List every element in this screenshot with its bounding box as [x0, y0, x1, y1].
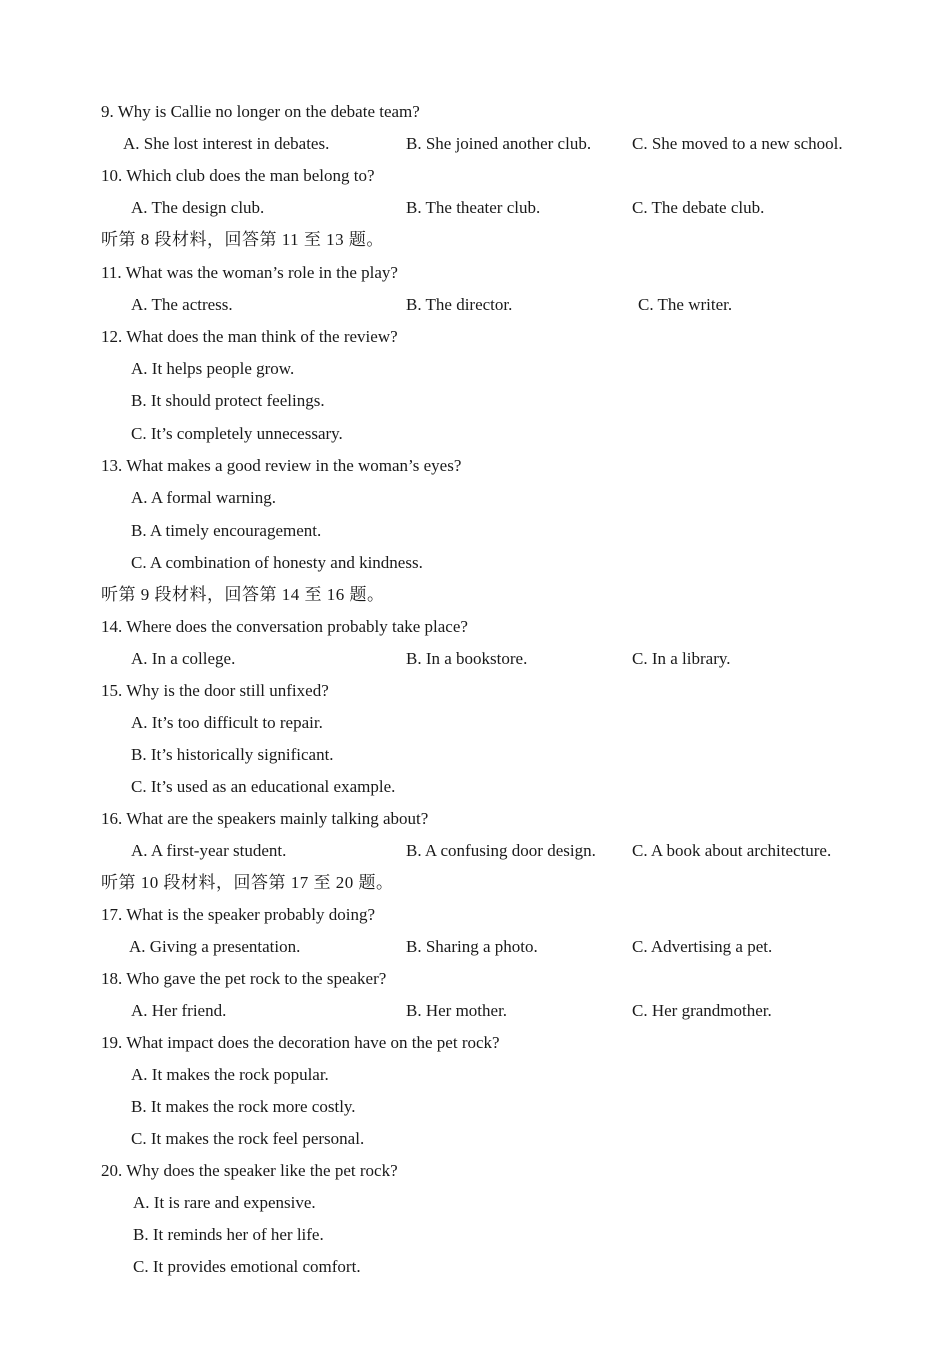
option-c: C. She moved to a new school. [632, 134, 843, 153]
question-text: What does the man think of the review? [126, 327, 398, 346]
question-20-option-b: B. It reminds her of her life. [133, 1225, 324, 1244]
question-text: What is the speaker probably doing? [126, 905, 375, 924]
question-number: 9. [101, 102, 114, 121]
question-12 [101, 323, 398, 351]
question-number: 20. [101, 1161, 123, 1180]
option-a: A. The design club. [131, 198, 265, 217]
question-13-option-c: C. A combination of honesty and kindness. [131, 553, 423, 572]
question-number: 18. [101, 969, 123, 988]
question-10-options [0, 194, 950, 222]
question-19-option-c: C. It makes the rock feel personal. [131, 1129, 365, 1148]
question-18 [101, 965, 386, 993]
question-number: 16. [101, 809, 123, 828]
question-text: What makes a good review in the woman’s eyes? [126, 456, 462, 475]
question-15 [101, 677, 329, 705]
question-13 [101, 452, 461, 480]
question-12-option-c: C. It’s completely unnecessary. [131, 424, 343, 443]
option-a: A. Giving a presentation. [129, 937, 301, 956]
question-14-options [0, 645, 950, 673]
question-19-option-a: A. It makes the rock popular. [131, 1065, 329, 1084]
section-heading-8: 听第 8 段材料，回答第 11 至 13 题。 [101, 230, 384, 249]
question-13-option-a: A. A formal warning. [131, 488, 276, 507]
section-heading-10: 听第 10 段材料，回答第 17 至 20 题。 [101, 873, 394, 892]
question-9-options [0, 130, 950, 158]
question-11-options [0, 291, 950, 319]
option-c: C. Advertising a pet. [632, 937, 773, 956]
question-20-option-c: C. It provides emotional comfort. [133, 1257, 361, 1276]
section-heading-9: 听第 9 段材料，回答第 14 至 16 题。 [101, 585, 385, 604]
option-b: B. Sharing a photo. [406, 937, 538, 956]
question-19 [101, 1029, 500, 1057]
question-19-option-b: B. It makes the rock more costly. [131, 1097, 356, 1116]
question-number: 11. [101, 263, 122, 282]
question-text: Why is the door still unfixed? [126, 681, 329, 700]
question-text: Who gave the pet rock to the speaker? [126, 969, 387, 988]
question-15-option-c: C. It’s used as an educational example. [131, 777, 396, 796]
option-a: A. She lost interest in debates. [123, 134, 330, 153]
question-number: 13. [101, 456, 123, 475]
question-14 [101, 613, 468, 641]
option-c: C. The debate club. [632, 198, 765, 217]
option-b: B. In a bookstore. [406, 649, 528, 668]
option-c: C. In a library. [632, 649, 731, 668]
question-number: 15. [101, 681, 123, 700]
question-text: Where does the conversation probably take place? [126, 617, 468, 636]
question-text: Why does the speaker like the pet rock? [126, 1161, 398, 1180]
option-b: B. The theater club. [406, 198, 541, 217]
option-c: C. The writer. [638, 295, 733, 314]
question-text: What impact does the decoration have on the pet rock? [126, 1033, 500, 1052]
option-a: A. A first-year student. [131, 841, 287, 860]
question-12-option-a: A. It helps people grow. [131, 359, 295, 378]
question-text: Why is Callie no longer on the debate team? [117, 102, 420, 121]
question-20 [101, 1157, 398, 1185]
option-b: B. A confusing door design. [406, 841, 596, 860]
option-a: A. Her friend. [131, 1001, 227, 1020]
option-b: B. Her mother. [406, 1001, 508, 1020]
question-9 [101, 98, 420, 126]
question-18-options [0, 997, 950, 1025]
question-text: What was the woman’s role in the play? [125, 263, 398, 282]
question-number: 19. [101, 1033, 123, 1052]
question-15-option-a: A. It’s too difficult to repair. [131, 713, 323, 732]
option-a: A. The actress. [131, 295, 233, 314]
question-number: 17. [101, 905, 123, 924]
question-text: What are the speakers mainly talking about? [126, 809, 429, 828]
question-12-option-b: B. It should protect feelings. [131, 391, 325, 410]
option-a: A. In a college. [131, 649, 236, 668]
question-number: 12. [101, 327, 123, 346]
question-number: 14. [101, 617, 123, 636]
question-16 [101, 805, 428, 833]
question-16-options [0, 837, 950, 865]
question-number: 10. [101, 166, 123, 185]
question-20-option-a: A. It is rare and expensive. [133, 1193, 316, 1212]
option-b: B. She joined another club. [406, 134, 592, 153]
option-c: C. Her grandmother. [632, 1001, 772, 1020]
question-11 [101, 259, 398, 287]
question-13-option-b: B. A timely encouragement. [131, 521, 322, 540]
question-10 [101, 162, 375, 190]
question-text: Which club does the man belong to? [126, 166, 375, 185]
question-17 [101, 901, 375, 929]
option-c: C. A book about architecture. [632, 841, 832, 860]
option-b: B. The director. [406, 295, 513, 314]
question-17-options [0, 933, 950, 961]
question-15-option-b: B. It’s historically significant. [131, 745, 334, 764]
